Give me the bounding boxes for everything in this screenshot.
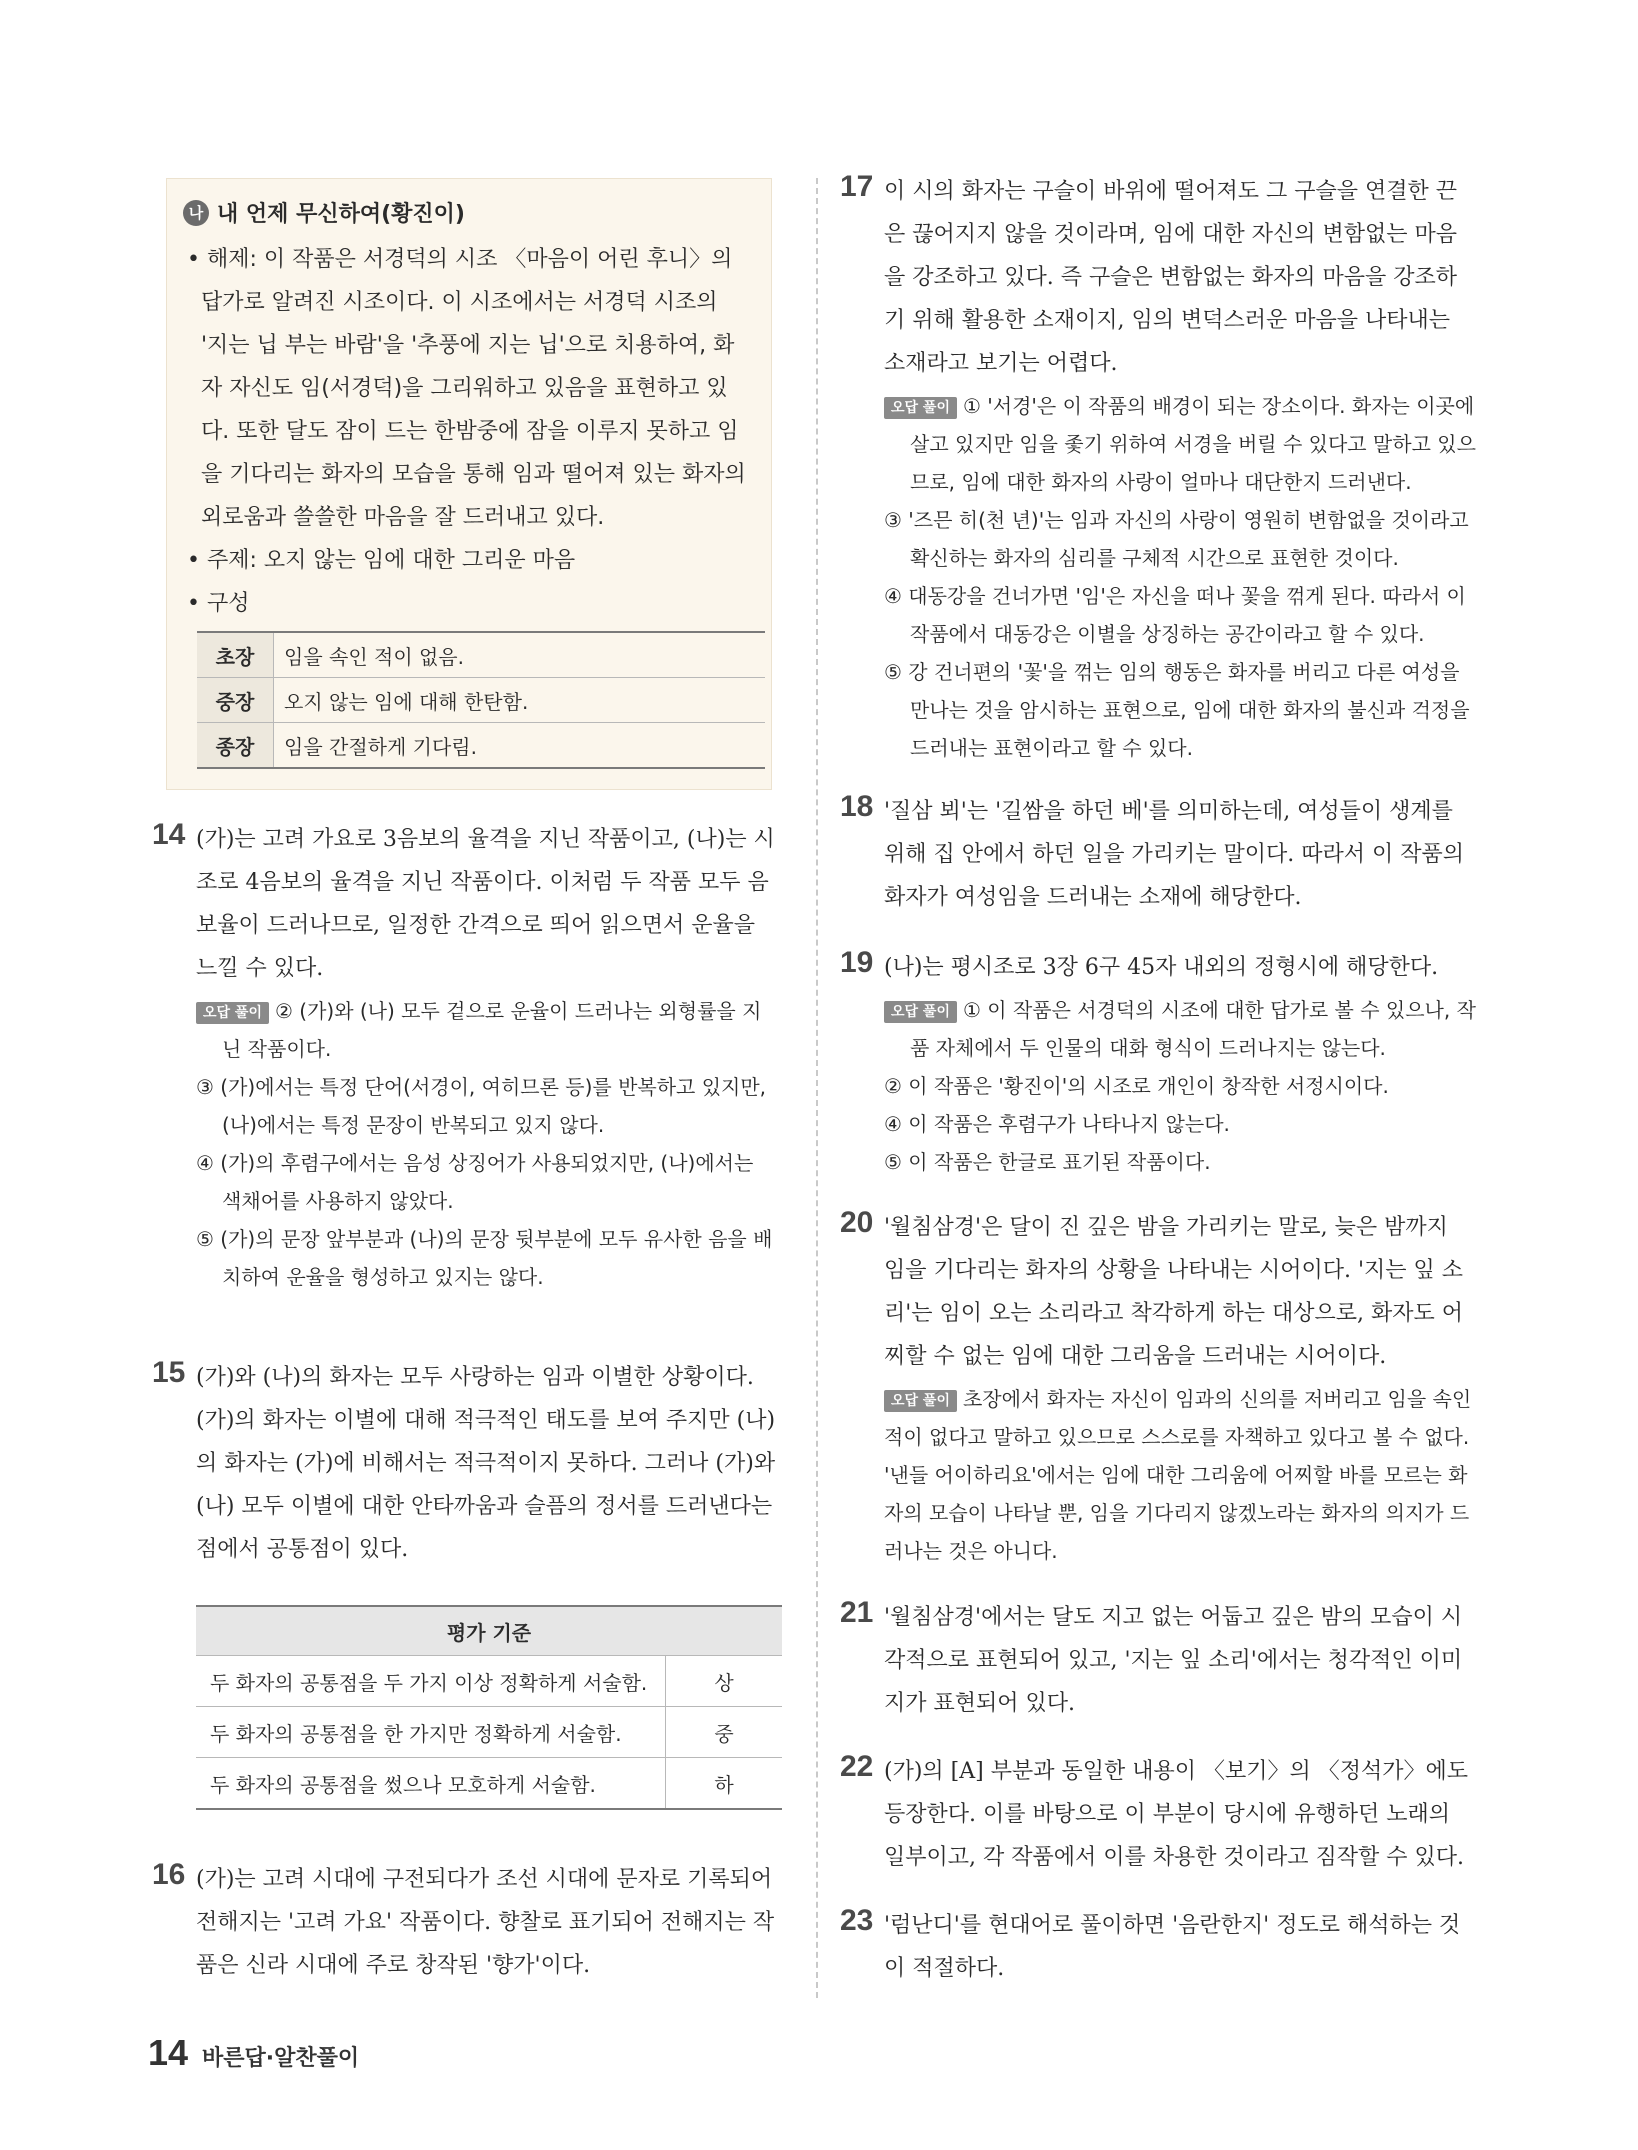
structure-table [197, 631, 765, 769]
question-answer: (가)의 [A] 부분과 동일한 내용이 〈보기〉의 〈정석가〉에도 등장한다. 이를 바탕으로 이 부분이 당시에 유행하던 노래의 일부이고, 각 작품에서 이를 차용한 것이라고 짐작할 수 있다. [884, 1759, 1468, 1870]
wrong-answers [884, 387, 1476, 767]
summary-box [166, 178, 772, 790]
wrong-answer-item: 오답 풀이 초장에서 화자는 자신이 임과의 신의를 저버리고 임을 속인 적이 없다고 말하고 있으므로 스스로를 자책하고 있다고 볼 수 없다. '낸들 어이하리요'에서는 임에 대한 그리움에 어찌할 바를 모르는 화자의 모습이 나타날 뿐, 임을 기다리지 않겠노라는 화자의 의지가 드러나는 것은 아니다. [884, 1387, 1472, 1563]
wrong-answer-item: ④ 이 작품은 후렴구가 나타나지 않는다. [884, 1112, 1230, 1136]
wrong-answer-badge: 오답 풀이 [884, 1390, 957, 1412]
table-row [197, 678, 765, 723]
question-answer: '월침삼경'에서는 달도 지고 없는 어둡고 깊은 밤의 모습이 시각적으로 표현되어 있고, '지는 잎 소리'에서는 청각적인 이미지가 표현되어 있다. [884, 1605, 1463, 1716]
wrong-answers [884, 991, 1476, 1181]
structure-value: 오지 않는 임에 대해 한탄함. [274, 678, 766, 723]
structure-key: 중장 [197, 678, 274, 723]
table-row [196, 1758, 782, 1810]
footer-label: 바른답·알찬풀이 [202, 2046, 360, 2071]
criterion-grade: 중 [666, 1707, 783, 1758]
wrong-answers [884, 1380, 1476, 1570]
wrong-answers [196, 992, 778, 1296]
question-answer: (가)는 고려 시대에 구전되다가 조선 시대에 문자로 기록되어 전해지는 '고려 가요' 작품이다. 향찰로 표기되어 전해지는 작품은 신라 시대에 주로 창작된 '향가'이다. [196, 1867, 775, 1978]
wrong-answer-item: 오답 풀이 ① 이 작품은 서경덕의 시조에 대한 답가로 볼 수 있으나, 작품 자체에서 두 인물의 대화 형식이 드러나지는 않는다. [884, 991, 1476, 1067]
question-answer: 이 시의 화자는 구슬이 바위에 떨어져도 그 구슬을 연결한 끈은 끊어지지 않을 것이라며, 임에 대한 자신의 변함없는 마음을 강조하고 있다. 즉 구슬은 변함없는 화자의 마음을 강조하기 위해 활용한 소재이지, 임의 변덕스러운 마음을 나타내는 소재라고 보기는 어렵다. [884, 179, 1457, 376]
summary-overview: • 해제: 이 작품은 서경덕의 시조 〈마음이 어린 후니〉의 답가로 알려진 시조이다. 이 시조에서는 서경덕 시조의 '지는 닙 부는 바람'을 '추풍에 지는 닙'으로 치용하여, 화자 자신도 임(서경덕)을 그리워하고 있음을 표현하고 있다. 또한 달도 잠이 드는 한밤중에 잠을 이루지 못하고 임을 기다리는 화자의 모습을 통해 임과 떨어져 있는 화자의 외로움과 쓸쓸한 마음을 잘 드러내고 있다. [187, 247, 746, 530]
table-row [196, 1707, 782, 1758]
question-18 [840, 790, 1476, 919]
criterion-grade: 하 [666, 1758, 783, 1810]
question-number: 17 [840, 170, 874, 203]
wrong-answer-badge: 오답 풀이 [884, 397, 957, 419]
wrong-answer-item: ④ (가)의 후렴구에서는 음성 상징어가 사용되었지만, (나)에서는 색채어를 사용하지 않았다. [196, 1151, 754, 1213]
question-number: 19 [840, 946, 874, 979]
evaluation-table [196, 1605, 782, 1810]
column-divider [816, 178, 818, 1998]
wrong-answer-item: ④ 대동강을 건너가면 '임'은 자신을 떠나 꽃을 꺾게 된다. 따라서 이 작품에서 대동강은 이별을 상징하는 공간이라고 할 수 있다. [884, 584, 1466, 646]
question-answer: (가)와 (나)의 화자는 모두 사랑하는 임과 이별한 상황이다. (가)의 화자는 이별에 대해 적극적인 태도를 보여 주지만 (나)의 화자는 (가)에 비해서는 적극적이지 못하다. 그러나 (가)와 (나) 모두 이별에 대한 안타까움과 슬픔의 정서를 드러낸다는 점에서 공통점이 있다. [196, 1365, 776, 1562]
wrong-answer-item: ⑤ 이 작품은 한글로 표기된 작품이다. [884, 1150, 1211, 1174]
wrong-answer-item: ⑤ 강 건너편의 '꽃'을 꺾는 임의 행동은 화자를 버리고 다른 여성을 만나는 것을 암시하는 표현으로, 임에 대한 화자의 불신과 걱정을 드러내는 표현이라고 할 수 있다. [884, 660, 1470, 760]
question-number: 23 [840, 1904, 874, 1937]
question-number: 21 [840, 1596, 874, 1629]
table-row [197, 632, 765, 678]
question-number: 18 [840, 790, 874, 823]
question-answer: '질삼 뵈'는 '길쌈을 하던 베'를 의미하는데, 여성들이 생계를 위해 집 안에서 하던 일을 가리키는 말이다. 따라서 이 작품의 화자가 여성임을 드러내는 소재에 해당한다. [884, 799, 1464, 910]
structure-value: 임을 간절하게 기다림. [274, 723, 766, 769]
question-20 [840, 1206, 1476, 1570]
question-21 [840, 1596, 1476, 1725]
wrong-answer-item: 오답 풀이 ② (가)와 (나) 모두 겉으로 운율이 드러나는 외형률을 지닌 작품이다. [196, 992, 778, 1068]
wrong-answer-item: ③ '즈믄 히(천 년)'는 임과 자신의 사랑이 영원히 변함없을 것이라고 확신하는 화자의 심리를 구체적 시간으로 표현한 것이다. [884, 508, 1469, 570]
criterion-text: 두 화자의 공통점을 한 가지만 정확하게 서술함. [196, 1707, 666, 1758]
structure-value: 임을 속인 적이 없음. [274, 632, 766, 678]
question-number: 15 [152, 1356, 186, 1389]
question-16 [152, 1858, 778, 1987]
question-17 [840, 170, 1476, 767]
section-badge: 나 [183, 200, 209, 226]
question-answer: '월침삼경'은 달이 진 깊은 밤을 가리키는 말로, 늦은 밤까지 임을 기다리는 화자의 상황을 나타내는 시어이다. '지는 잎 소리'는 임이 오는 소리라고 착각하게 하는 대상으로, 화자도 어찌할 수 없는 임에 대한 그리움을 드러내는 시어이다. [884, 1215, 1464, 1369]
question-19 [840, 946, 1476, 1181]
wrong-answer-item: ③ (가)에서는 특정 단어(서경이, 여히므론 등)를 반복하고 있지만, (나)에서는 특정 문장이 반복되고 있지 않다. [196, 1075, 767, 1137]
question-15 [152, 1356, 778, 1810]
question-number: 14 [152, 818, 186, 851]
summary-theme: • 주제: 오지 않는 임에 대한 그리운 마음 [187, 548, 576, 573]
question-number: 22 [840, 1750, 874, 1783]
question-answer: '럼난디'를 현대어로 풀이하면 '음란한지' 정도로 해석하는 것이 적절하다. [884, 1913, 1461, 1981]
question-23 [840, 1904, 1476, 1990]
summary-title [183, 197, 751, 228]
wrong-answer-item: ⑤ (가)의 문장 앞부분과 (나)의 문장 뒷부분에 모두 유사한 음을 배치하여 운율을 형성하고 있지는 않다. [196, 1227, 773, 1289]
question-22 [840, 1750, 1476, 1879]
page-footer [148, 2032, 359, 2074]
structure-key: 종장 [197, 723, 274, 769]
question-number: 16 [152, 1858, 186, 1891]
wrong-answer-badge: 오답 풀이 [884, 1001, 957, 1023]
page-number: 14 [148, 2032, 189, 2073]
criterion-grade: 상 [666, 1656, 783, 1707]
summary-title-text: 내 언제 무신하여(황진이) [217, 202, 465, 227]
question-number: 20 [840, 1206, 874, 1239]
question-14 [152, 818, 778, 1296]
criterion-text: 두 화자의 공통점을 썼으나 모호하게 서술함. [196, 1758, 666, 1810]
evaluation-header: 평가 기준 [196, 1606, 782, 1656]
criterion-text: 두 화자의 공통점을 두 가지 이상 정확하게 서술함. [196, 1656, 666, 1707]
wrong-answer-item: 오답 풀이 ① '서경'은 이 작품의 배경이 되는 장소이다. 화자는 이곳에 살고 있지만 임을 좇기 위하여 서경을 버릴 수 있다고 말하고 있으므로, 임에 대한 화자의 사랑이 얼마나 대단한지 드러낸다. [884, 387, 1476, 501]
structure-key: 초장 [197, 632, 274, 678]
table-row [196, 1656, 782, 1707]
summary-structure-label: • 구성 [187, 591, 250, 616]
question-answer: (나)는 평시조로 3장 6구 45자 내외의 정형시에 해당한다. [884, 955, 1439, 980]
question-answer: (가)는 고려 가요로 3음보의 율격을 지닌 작품이고, (나)는 시조로 4음보의 율격을 지닌 작품이다. 이처럼 두 작품 모두 음보율이 드러나므로, 일정한 간격으로 띄어 읽으면서 운율을 느낄 수 있다. [196, 827, 775, 981]
wrong-answer-item: ② 이 작품은 '황진이'의 시조로 개인이 창작한 서정시이다. [884, 1074, 1389, 1098]
wrong-answer-badge: 오답 풀이 [196, 1002, 269, 1024]
table-row [197, 723, 765, 769]
